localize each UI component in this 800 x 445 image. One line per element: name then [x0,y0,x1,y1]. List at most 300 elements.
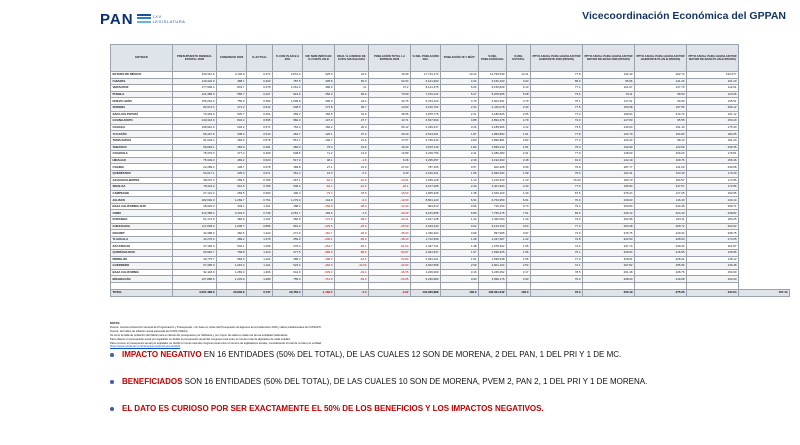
table-cell: 70.99 [369,91,411,98]
table-cell: 77.8 [531,72,583,79]
table-cell: 140,322.0 [173,78,217,85]
table-cell: 0.99 [441,230,479,237]
table-cell: 1.57 [441,250,479,257]
page-title: Vicecoordinación Económica del GPPAN [582,10,786,22]
table-cell: 548.6 [273,151,303,158]
table-cell: 7,756,275 [479,210,507,217]
table-cell: 0.595 [247,118,273,125]
table-column-header: % DEL ESTATAL [507,45,531,72]
table-cell: -35.00 [369,230,411,237]
table-cell: 843.7 [217,85,247,92]
note-line: Fuente: del índice de inflación anual esperada del 6.00% (INEGI). [110,329,189,333]
table-cell: 4,043,130 [411,223,441,230]
table-cell: 77.4 [531,85,583,92]
table-cell: 53,981.7 [173,250,217,257]
table-row [111,250,790,257]
table-cell: 117.61 [583,98,635,105]
table-cell: 0.70 [507,203,531,210]
table-cell-entity: COAHUILA [111,151,173,158]
table-cell: 187.77 [583,164,635,171]
table-cell: 140,316.0 [173,118,217,125]
table-cell: 1,336,202 [411,230,441,237]
table-cell: -12.00 [369,197,411,204]
table-cell: 47.2 [369,85,411,92]
table-cell: 76.3 [531,276,583,283]
table-cell: 602,308 [479,164,507,171]
table-cell: 275.24 [583,190,635,197]
table-cell: 150.98 [583,104,635,111]
table-cell: 3.26 [441,124,479,131]
table-cell [687,283,739,290]
table-cell: 1.39 [507,190,531,197]
table-cell: 315.75 [583,230,635,237]
notes-link[interactable]: https://www.ppfederal.com/transparencia/presupuesto2026 [110,345,181,349]
table-cell: 8,501,120 [411,197,441,204]
table-cell: -181.7 [303,230,335,237]
table-cell: -230.1 [303,236,335,243]
table-cell-entity [111,283,173,290]
table-cell: 1.13 [507,177,531,184]
table-cell: 2,343.3 [217,210,247,217]
table-cell: 474.2 [217,104,247,111]
table-cell-entity: TABASCO [111,144,173,151]
table-cell: 147.9 [303,118,335,125]
table-column-header: % CON PLAN B A 20% [273,45,303,72]
table-cell: 2.31 [507,151,531,158]
table-cell: 132.40 [583,72,635,79]
table-row [111,151,790,158]
table-row [111,230,790,237]
table-cell: 2,601,104 [479,263,507,270]
table-cell: 2.41 [441,151,479,158]
table-cell: 3,189,966 [479,124,507,131]
table-cell: 4.79 [507,118,531,125]
table-cell: 3.02 [441,223,479,230]
table-cell: 5.08 [507,91,531,98]
table-cell: 5,205,905 [479,91,507,98]
table-cell-entity: OAXACA [111,124,173,131]
table-cell: 112.91 [687,85,739,92]
table-column-header: PPTO ANUAL PARA LEGISLAR POR MAYOR DE EDAD PLAN B (PESOS) [687,45,739,72]
table-cell: 3,602,658 [411,263,441,270]
table-cell: 1.161 [247,203,273,210]
table-cell: 2,251.7 [273,210,303,217]
table-row [111,91,790,98]
table-total-cell: 134.54 [687,289,739,296]
table-cell: 4.79 [441,98,479,105]
table-cell: 484.3 [217,217,247,224]
table-cell: 76.1 [531,250,583,257]
table-cell: 172.86 [687,184,739,191]
table-cell: 683.5 [217,256,247,263]
table-cell: 2,194,393 [479,157,507,164]
table-cell: 6.85 [441,210,479,217]
table-cell: 10.89 [369,151,411,158]
table-row [111,118,790,125]
table-cell: 484.9 [217,144,247,151]
table-row [111,210,790,217]
table-cell [531,283,583,290]
table-cell: -42.21 [369,217,411,224]
table-cell: 36.7 [335,104,369,111]
table-cell: 240.45 [635,203,687,210]
table-row [111,190,790,197]
table-total-cell: 275.26 [635,289,687,296]
table-row [111,85,790,92]
table-cell: 107,886.6 [173,276,217,283]
table-cell: 140.14 [687,197,739,204]
table-cell: -6.5 [335,170,369,177]
table-cell: -65.1 [335,243,369,250]
table-cell: 75.4 [303,144,335,151]
table-cell: 164.00 [687,276,739,283]
table-cell: 91,033.4 [173,137,217,144]
table-column-header: % DEL POBLACIÓN NAL [411,45,441,72]
table-row [111,203,790,210]
table-cell: 240.34 [635,230,687,237]
table-cell: 2.40 [507,184,531,191]
table-cell [583,283,635,290]
table-cell: 3,760,419 [411,137,441,144]
logo-text: PAN [100,10,134,28]
table-notes [110,322,790,349]
table-cell: 116.40 [635,197,687,204]
bullet-list [108,350,798,431]
table-cell: 787.5 [273,78,303,85]
table-cell: -36.9 [335,230,369,237]
table-cell: 1,261.3 [273,85,303,92]
table-cell: -46.55 [369,269,411,276]
table-cell: 4,339,317 [411,124,441,131]
table-cell: 46.95 [369,111,411,118]
table-cell-entity: CDMX [111,210,173,217]
table-cell: 75.0 [531,144,583,151]
logo-bars-icon [137,14,151,25]
table-cell: 1.259 [247,243,273,250]
table-cell: 9,181,658 [411,210,441,217]
table-row [111,98,790,105]
table-cell: 1.40 [507,217,531,224]
table-cell: 78.5 [531,269,583,276]
table-cell: 228.76 [635,269,687,276]
table-cell: -10.9 [335,177,369,184]
table-cell: 12.83 [369,104,411,111]
table-cell: 0.571 [247,124,273,131]
table-cell: 997,905 [479,230,507,237]
table-cell: 0.483 [247,98,273,105]
table-cell [507,283,531,290]
table-cell [635,283,687,290]
table-cell: 1,596,625 [479,250,507,257]
table-cell: 1,835,328 [411,190,441,197]
table-cell: 0.66 [441,203,479,210]
table-cell: 197.56 [635,104,687,111]
table-row [111,197,790,204]
table-cell: 3.12 [507,124,531,131]
table-cell: 202.72 [635,72,687,79]
table-cell: 32,398.0 [173,230,217,237]
table-cell: 17.57 [369,137,411,144]
table-cell-entity: SAN LUIS POTOSÍ [111,111,173,118]
table-cell: 0.59 [507,164,531,171]
notes-title: NOTAS: [110,322,121,325]
table-cell: 2,513,461 [411,131,441,138]
table-cell: 1.276 [247,236,273,243]
table-cell: 139.48 [687,263,739,270]
table-cell: 819.2 [273,223,303,230]
table-cell: -52.3 [303,177,335,184]
table-cell: 3,107,468 [411,184,441,191]
table-cell [247,283,273,290]
table-cell: 3,245,252 [479,269,507,276]
table-cell: 169.6 [303,210,335,217]
table-cell: 90.99 [635,98,687,105]
table-cell: -1.6 [335,157,369,164]
table-cell: 534.1 [217,243,247,250]
table-cell: 209.72 [635,223,687,230]
table-cell: 170.40 [687,170,739,177]
table-cell: -53.65 [369,276,411,283]
table-row [111,223,790,230]
table-cell: 2.46 [441,157,479,164]
table-cell: 2,401,964 [479,184,507,191]
table-cell: 477.4 [217,151,247,158]
table-cell: 6,537,660 [411,118,441,125]
table-row [111,72,790,79]
table-footer [111,289,790,296]
table-cell: 27,131.2 [173,190,217,197]
table-cell: 285.4 [273,256,303,263]
table-cell: -62.1 [303,184,335,191]
table-cell: 6,156,829 [479,85,507,92]
table-cell: 548.4 [273,184,303,191]
table-cell: 77.9 [531,151,583,158]
table-cell: 7,070,124 [411,91,441,98]
table-cell: 1.56 [507,250,531,257]
table-cell: 173.8 [303,104,335,111]
table-row [111,184,790,191]
table-cell: 0.469 [247,151,273,158]
table-cell: 347.57 [635,184,687,191]
table-cell: 3.17 [507,269,531,276]
table-cell: 982.3 [273,118,303,125]
table-cell: 2,607,119 [411,144,441,151]
table-cell: 108,916.0 [173,124,217,131]
table-cell: 95.96 [583,78,635,85]
table-total-cell: -1,180.5 [303,289,335,296]
table-cell: 76.0 [531,197,583,204]
table-cell: 44.4 [335,98,369,105]
table-cell: 206.12 [687,104,739,111]
table-cell: 78,376.0 [173,151,217,158]
table-cell: 1.84 [441,144,479,151]
table-cell: 160.2 [303,124,335,131]
table-cell: 3,160,762 [411,104,441,111]
table-cell: 6,101,903 [411,78,441,85]
table-cell: 567.1 [273,137,303,144]
table-cell: 3,123,150 [479,223,507,230]
table-cell: 79.11 [583,91,635,98]
table-cell: 3,229,759 [411,151,441,158]
table-cell: 1,452,050 [479,217,507,224]
table-cell: 3,295,457 [411,157,441,164]
table-cell: 21.6 [335,137,369,144]
table-cell: 482.3 [273,144,303,151]
table-cell: 16.3 [303,170,335,177]
table-cell: 189.8 [273,164,303,171]
table-cell: 768.8 [217,250,247,257]
table-cell: 0.749 [247,210,273,217]
table-cell: 78,344.0 [173,184,217,191]
table-cell-entity: CAMPECHE [111,190,173,197]
table-cell: 77.0 [531,256,583,263]
table-cell: 148.00 [583,151,635,158]
table-cell: 1.91 [507,131,531,138]
table-cell: 77.3 [531,137,583,144]
table-row [111,256,790,263]
table-cell: 140.00 [583,124,635,131]
table-cell: 6.94 [441,197,479,204]
table-cell: 135.51 [687,98,739,105]
table-row [111,276,790,283]
table-cell: 150.20 [687,118,739,125]
table-total-cell: 235.19 [583,289,635,296]
table-cell-entity: PUEBLA [111,91,173,98]
table-cell: 388.1 [217,78,247,85]
table-cell-entity: CHIAPAS [111,78,173,85]
table-cell: 755.0 [273,276,303,283]
table-cell: 4,904,391 [479,98,507,105]
table-row [111,78,790,85]
table-cell: 1,269.7 [217,197,247,204]
table-cell: 38,207.4 [173,177,217,184]
table-cell: 2.54 [507,263,531,270]
table-cell: 98.50 [635,91,687,98]
table-cell: 126.1 [303,131,335,138]
table-cell: 0.97 [507,230,531,237]
table-cell: 2.30 [507,104,531,111]
table-cell-entity: ZACATECAS [111,243,173,250]
table-cell: 2,876,775 [411,111,441,118]
table-cell: -398.3 [303,256,335,263]
table-cell: 787,165 [411,164,441,171]
table-cell-entity: VERACRUZ [111,85,173,92]
table-cell: 66,894.1 [173,144,217,151]
table-cell: 1.51 [441,256,479,263]
table-row [111,263,790,270]
table-column-header: POBLACIÓN TOTAL LA ENTIDAD 2026 [369,45,411,72]
table-cell: 279.4 [273,243,303,250]
table-cell: 33.29 [369,131,411,138]
table-cell: 239.14 [583,210,635,217]
table-cell: 377.5 [273,250,303,257]
table-cell: -40.40 [369,210,411,217]
table-cell: 2,872.4 [273,72,303,79]
table-cell: 1.101 [247,263,273,270]
table-cell: 6.61 [507,197,531,204]
table-cell: 755.0 [217,98,247,105]
table-cell: 610.5 [217,184,247,191]
table-cell-entity: MORELOS [111,256,173,263]
table-cell: 64.54 [369,78,411,85]
table-row [111,104,790,111]
table-cell: -25.50 [369,223,411,230]
table-cell: 1.38 [441,243,479,250]
table-cell: 0.464 [247,111,273,118]
table-cell: 239.33 [635,243,687,250]
table-cell: -159.8 [303,203,335,210]
table-cell: 526.7 [217,111,247,118]
table-body [111,72,790,290]
table-cell: 75,349.0 [173,157,217,164]
bullet-item [108,377,798,387]
table-cell: 3,999,175 [479,276,507,283]
table-cell: 349.1 [217,203,247,210]
table-total-cell: 76.3 [531,289,583,296]
table-cell: 60.3 [335,78,369,85]
table-cell: 20.3 [335,124,369,131]
table-cell: 2,280,283 [479,151,507,158]
table-cell: -254.7 [303,243,335,250]
table-cell: 0.57 [441,164,479,171]
table-cell [411,283,441,290]
table-cell: 269.5 [217,190,247,197]
table-row [111,217,790,224]
table-cell: 134.79 [583,131,635,138]
table-cell: 2,896,881 [479,137,507,144]
table-cell-entity: ESTADO DE MÉXICO [111,72,173,79]
table-cell: -714.0 [303,276,335,283]
table-cell: 120.06 [687,91,739,98]
table-cell: 126.40 [583,137,635,144]
table-total-cell: TOTAL [111,289,173,296]
table-cell: 228.50 [635,236,687,243]
table-cell: 0.512 [247,104,273,111]
table-cell: -65.0 [335,236,369,243]
table-cell: 74.3 [531,217,583,224]
table-cell: -44.94 [335,263,369,270]
table-cell: 259.0 [273,236,303,243]
table-cell: -15.50 [369,190,411,197]
table-cell: 144.90 [583,144,635,151]
table-cell: 172.95 [687,177,739,184]
table-cell: -492.0 [303,263,335,270]
table-cell: 3.93 [507,276,531,283]
table-cell: 1,247,287 [479,236,507,243]
table-cell: 6.10 [507,85,531,92]
table-cell: -38.9 [335,203,369,210]
table-cell: 194.57 [635,177,687,184]
table-cell-entity: BAJA CALIFORNIA [111,269,173,276]
table-column-header: CONGRESO 2026 [217,45,247,72]
table-row [111,157,790,164]
table-cell: 121,385.0 [173,91,217,98]
table-cell: 464.7 [273,131,303,138]
table-cell: 27.1 [303,164,335,171]
table-cell: 4.88 [441,118,479,125]
table-total-cell: -9.02 [369,289,411,296]
table-cell: 335.84 [583,250,635,257]
table-cell: 195.83 [583,184,635,191]
table-cell: 4.79 [507,98,531,105]
table-cell: 2.21 [441,111,479,118]
table-cell: -54.87 [369,250,411,257]
table-cell: 79.4 [531,203,583,210]
table-column-header: % DEL POBLACIÓN NAL [479,45,507,72]
table-cell: 48.1 [303,157,335,164]
table-cell: 297.82 [583,263,635,270]
table-column-header: PPTO ANUAL PARA LEGISLAR POR HABITANTE 2026 (PESOS) [531,45,583,72]
